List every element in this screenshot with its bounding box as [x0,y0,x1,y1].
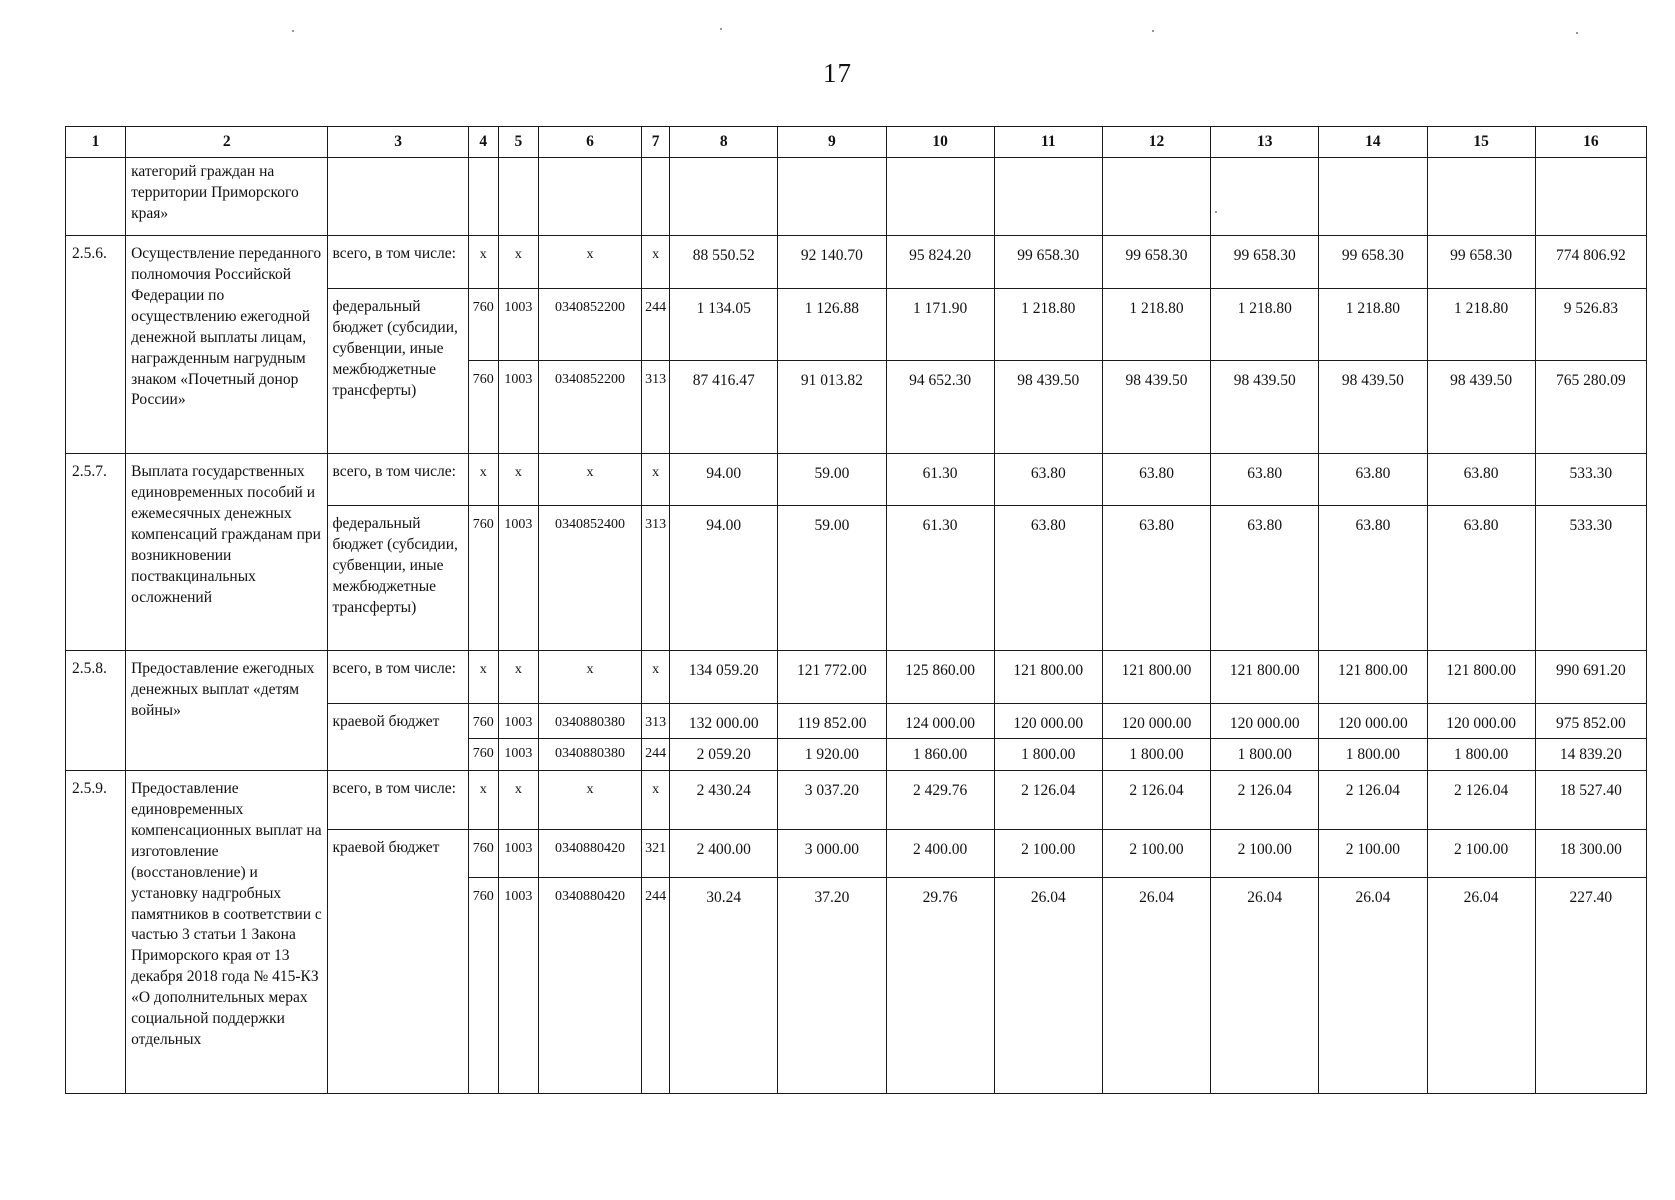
value-cell: 99 658.30 [1427,236,1535,289]
value-cell: 95 824.20 [886,236,994,289]
code-cell: 0340852400 [538,506,641,651]
value-cell: 1 218.80 [1319,289,1427,361]
code-cell: x [498,651,538,704]
value-cell: 59.00 [778,454,886,506]
value-cell: 99 658.30 [1102,236,1210,289]
column-header: 3 [328,127,468,158]
funding-source: всего, в том числе: [328,651,468,704]
code-cell: x [498,771,538,830]
column-header: 4 [468,127,498,158]
code-cell: 1003 [498,739,538,771]
code-cell: 0340880380 [538,739,641,771]
funding-source: федеральный бюджет (субсидии, субвенции, иные межбюджетные трансферты) [328,289,468,454]
value-cell: 2 100.00 [1427,830,1535,878]
value-cell: 63.80 [994,506,1102,651]
value-cell: 120 000.00 [1427,704,1535,739]
value-cell: 2 429.76 [886,771,994,830]
value-cell: 88 550.52 [670,236,778,289]
value-cell: 1 800.00 [1427,739,1535,771]
item-name: Предоставление единовременных компенсационных выплат на изготовление (восстановление) и установку надгробных памятников в соответствии с частью 3 статьи 1 Закона Приморского края от 13 декабря 2018 года № 415-КЗ «О дополнительных мерах социальной поддержки отдельных [126,771,328,1094]
value-cell: 124 000.00 [886,704,994,739]
column-header: 10 [886,127,994,158]
column-header: 6 [538,127,641,158]
funding-source: краевой бюджет [328,830,468,1094]
value-cell: 2 100.00 [994,830,1102,878]
value-cell: 63.80 [1319,454,1427,506]
column-header: 12 [1102,127,1210,158]
value-cell: 2 126.04 [994,771,1102,830]
code-cell: 313 [642,704,670,739]
value-cell: 98 439.50 [1211,361,1319,454]
total-cell: 533.30 [1535,506,1646,651]
value-cell: 2 430.24 [670,771,778,830]
code-cell: x [468,454,498,506]
value-cell: 26.04 [1319,878,1427,1094]
code-cell: 0340880420 [538,878,641,1094]
value-cell: 30.24 [670,878,778,1094]
code-cell: 0340880420 [538,830,641,878]
code-cell: x [538,771,641,830]
code-cell: x [642,771,670,830]
code-cell: 760 [468,506,498,651]
code-cell: x [642,454,670,506]
total-cell: 765 280.09 [1535,361,1646,454]
code-cell: x [642,651,670,704]
value-cell: 134 059.20 [670,651,778,704]
value-cell: 120 000.00 [1319,704,1427,739]
funding-source: краевой бюджет [328,704,468,771]
column-header: 15 [1427,127,1535,158]
value-cell: 120 000.00 [994,704,1102,739]
value-cell: 94.00 [670,454,778,506]
code-cell: 321 [642,830,670,878]
value-cell: 59.00 [778,506,886,651]
code-cell: 0340852200 [538,289,641,361]
value-cell: 121 800.00 [1102,651,1210,704]
code-cell: x [642,236,670,289]
funding-source: всего, в том числе: [328,771,468,830]
value-cell: 2 400.00 [670,830,778,878]
value-cell: 120 000.00 [1102,704,1210,739]
value-cell: 1 126.88 [778,289,886,361]
code-cell: 313 [642,361,670,454]
value-cell: 1 800.00 [1211,739,1319,771]
value-cell: 120 000.00 [1211,704,1319,739]
value-cell: 1 800.00 [994,739,1102,771]
value-cell: 99 658.30 [1319,236,1427,289]
value-cell: 121 800.00 [1211,651,1319,704]
table-row [66,454,1647,506]
value-cell: 98 439.50 [1427,361,1535,454]
column-header: 8 [670,127,778,158]
value-cell: 1 920.00 [778,739,886,771]
code-cell: x [498,454,538,506]
value-cell: 63.80 [1319,506,1427,651]
code-cell: 1003 [498,289,538,361]
column-header: 9 [778,127,886,158]
table-row [66,771,1647,830]
code-cell: 244 [642,289,670,361]
value-cell: 61.30 [886,454,994,506]
total-cell: 14 839.20 [1535,739,1646,771]
value-cell: 63.80 [994,454,1102,506]
code-cell: 760 [468,704,498,739]
value-cell: 99 658.30 [994,236,1102,289]
value-cell: 98 439.50 [1102,361,1210,454]
value-cell: 63.80 [1102,454,1210,506]
value-cell: 1 860.00 [886,739,994,771]
code-cell: 1003 [498,830,538,878]
total-cell: 533.30 [1535,454,1646,506]
value-cell: 63.80 [1102,506,1210,651]
code-cell: 1003 [498,506,538,651]
item-index: 2.5.6. [66,236,126,454]
value-cell: 2 126.04 [1102,771,1210,830]
value-cell: 121 800.00 [994,651,1102,704]
column-header: 16 [1535,127,1646,158]
funding-source: всего, в том числе: [328,454,468,506]
total-cell: 9 526.83 [1535,289,1646,361]
value-cell: 2 100.00 [1102,830,1210,878]
code-cell: 1003 [498,878,538,1094]
value-cell: 121 800.00 [1427,651,1535,704]
value-cell: 1 800.00 [1102,739,1210,771]
code-cell: 313 [642,506,670,651]
value-cell: 2 059.20 [670,739,778,771]
value-cell: 98 439.50 [994,361,1102,454]
value-cell: 1 218.80 [1427,289,1535,361]
value-cell: 121 800.00 [1319,651,1427,704]
table-header-row [66,127,1647,158]
code-cell: x [498,236,538,289]
table-row [66,651,1647,704]
total-cell: 774 806.92 [1535,236,1646,289]
value-cell: 63.80 [1427,506,1535,651]
item-index: 2.5.9. [66,771,126,1094]
value-cell: 26.04 [1102,878,1210,1094]
column-header: 2 [126,127,328,158]
value-cell: 125 860.00 [886,651,994,704]
value-cell: 119 852.00 [778,704,886,739]
budget-table [65,126,1647,1094]
funding-source: всего, в том числе: [328,236,468,289]
column-header: 11 [994,127,1102,158]
value-cell: 99 658.30 [1211,236,1319,289]
value-cell: 26.04 [1427,878,1535,1094]
code-cell: 244 [642,739,670,771]
code-cell: 760 [468,361,498,454]
item-index: 2.5.8. [66,651,126,771]
value-cell: 1 218.80 [1211,289,1319,361]
item-name: Осуществление переданного полномочия Российской Федерации по осуществлению ежегодной денежной выплаты лицам, награжденным нагрудным знаком «Почетный донор России» [126,236,328,454]
value-cell: 2 126.04 [1211,771,1319,830]
code-cell: 760 [468,830,498,878]
value-cell: 1 218.80 [994,289,1102,361]
column-header: 1 [66,127,126,158]
value-cell: 2 126.04 [1319,771,1427,830]
column-header: 14 [1319,127,1427,158]
value-cell: 1 218.80 [1102,289,1210,361]
code-cell: x [538,651,641,704]
value-cell: 1 800.00 [1319,739,1427,771]
value-cell: 2 100.00 [1319,830,1427,878]
code-cell: 1003 [498,361,538,454]
value-cell: 29.76 [886,878,994,1094]
value-cell: 26.04 [1211,878,1319,1094]
item-name: Предоставление ежегодных денежных выплат «детям войны» [126,651,328,771]
total-cell: 227.40 [1535,878,1646,1094]
value-cell: 61.30 [886,506,994,651]
item-name: Выплата государственных единовременных пособий и ежемесячных денежных компенсаций гражданам при возникновении поствакцинальных осложнений [126,454,328,651]
value-cell: 63.80 [1211,506,1319,651]
value-cell: 37.20 [778,878,886,1094]
value-cell: 87 416.47 [670,361,778,454]
total-cell: 18 527.40 [1535,771,1646,830]
column-header: 5 [498,127,538,158]
value-cell: 94.00 [670,506,778,651]
continuation-text: категорий граждан на территории Приморского края» [126,158,328,236]
value-cell: 2 400.00 [886,830,994,878]
value-cell: 91 013.82 [778,361,886,454]
page-number: 17 [823,58,852,88]
code-cell: 760 [468,289,498,361]
value-cell: 63.80 [1427,454,1535,506]
value-cell: 92 140.70 [778,236,886,289]
table-row [66,236,1647,289]
table-row-continuation [66,158,1647,236]
total-cell: 18 300.00 [1535,830,1646,878]
value-cell: 98 439.50 [1319,361,1427,454]
value-cell: 94 652.30 [886,361,994,454]
code-cell: x [468,651,498,704]
code-cell: 1003 [498,704,538,739]
value-cell: 3 037.20 [778,771,886,830]
value-cell: 2 100.00 [1211,830,1319,878]
code-cell: x [538,236,641,289]
total-cell: 990 691.20 [1535,651,1646,704]
column-header: 13 [1211,127,1319,158]
value-cell: 63.80 [1211,454,1319,506]
value-cell: 132 000.00 [670,704,778,739]
code-cell: 760 [468,739,498,771]
code-cell: 0340852200 [538,361,641,454]
column-header: 7 [642,127,670,158]
code-cell: x [538,454,641,506]
value-cell: 3 000.00 [778,830,886,878]
total-cell: 975 852.00 [1535,704,1646,739]
code-cell: 244 [642,878,670,1094]
code-cell: 760 [468,878,498,1094]
code-cell: x [468,236,498,289]
value-cell: 2 126.04 [1427,771,1535,830]
code-cell: x [468,771,498,830]
code-cell: 0340880380 [538,704,641,739]
item-index: 2.5.7. [66,454,126,651]
value-cell: 1 134.05 [670,289,778,361]
value-cell: 1 171.90 [886,289,994,361]
value-cell: 121 772.00 [778,651,886,704]
funding-source: федеральный бюджет (субсидии, субвенции, иные межбюджетные трансферты) [328,506,468,651]
value-cell: 26.04 [994,878,1102,1094]
